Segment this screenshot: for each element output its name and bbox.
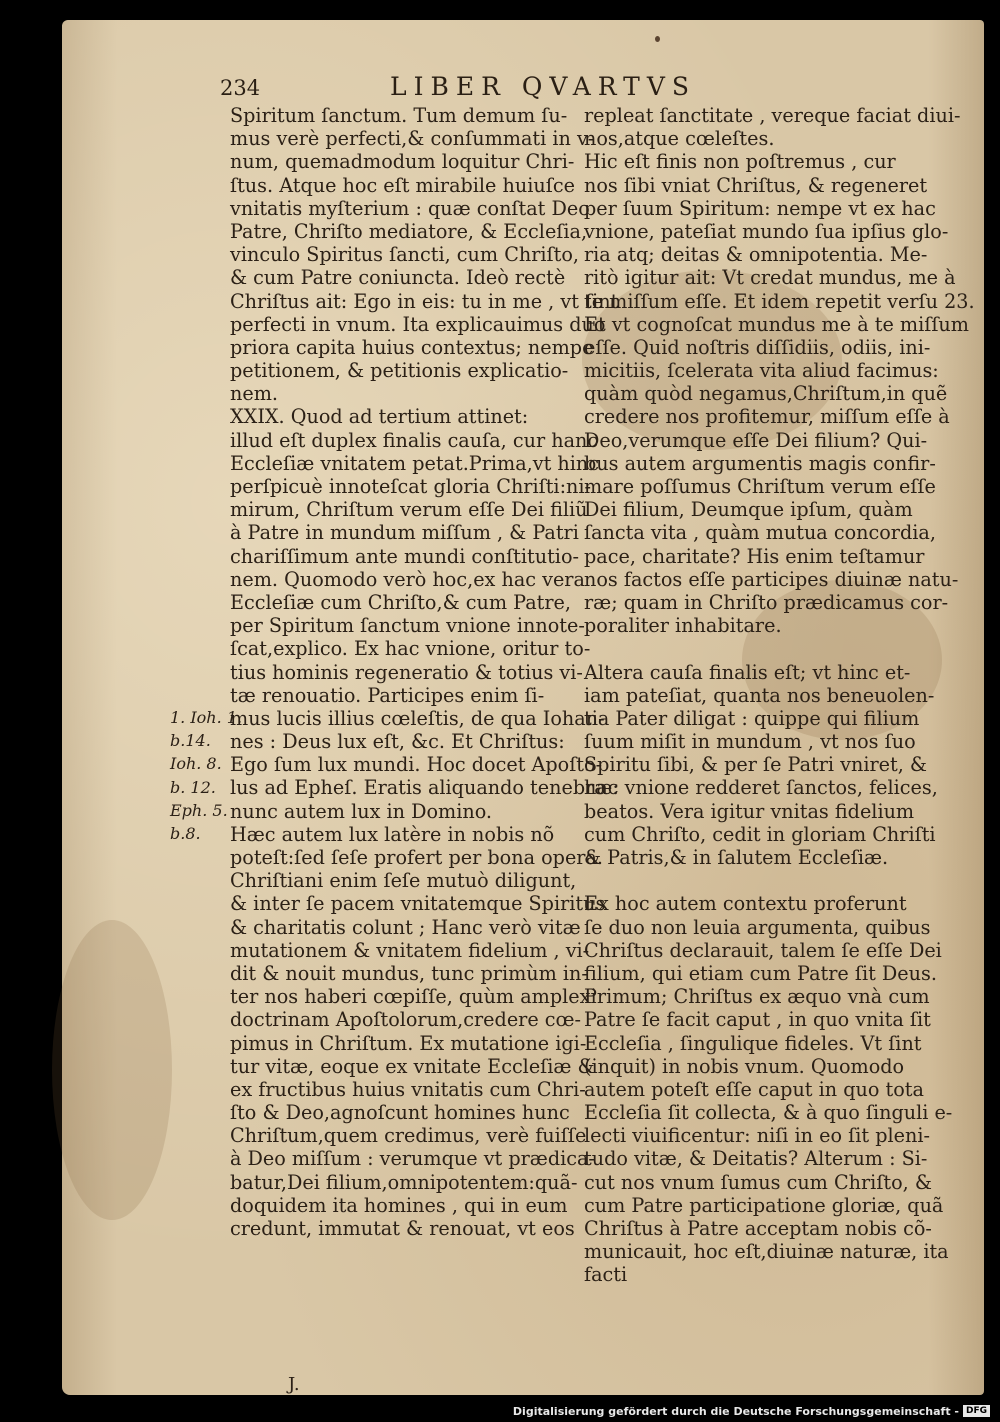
text-line: nunc autem lux in Domino.: [230, 799, 493, 823]
text-line: vinculo Spiritus ſancti, cum Chriſto,: [230, 243, 580, 267]
text-line: Spiritu ſibi, & per ſe Patri vniret, &: [584, 753, 927, 777]
text-line: Chriſtum,quem credimus, verè fuiſſe: [230, 1124, 587, 1148]
margin-notes: [170, 706, 243, 845]
text-line: per Spiritum ſanctum vnione innote-: [230, 614, 585, 638]
text-line: Hic eſt finis non poſtremus , cur: [584, 150, 896, 174]
text-line: mare poſſumus Chriſtum verum eſſe: [584, 475, 936, 498]
text-line: à Patre in mundum miſſum , & Patri: [230, 521, 579, 545]
text-line: hac vnione redderet ſanctos, felices,: [584, 776, 938, 800]
text-line: Eccleſiæ cum Chriſto,& cum Patre,: [230, 590, 571, 614]
text-line: nos factos eſſe participes diuinæ natu-: [584, 567, 959, 591]
text-line: à Deo miſſum : verumque vt prædica-: [230, 1147, 595, 1171]
left-text-column: [230, 104, 619, 1240]
text-line: Chriſtus ait: Ego in eis: tu in me , vt ſint: [230, 289, 619, 313]
text-line: municauit, hoc eſt,diuinæ naturæ, ita: [584, 1240, 949, 1264]
text-line: Primum; Chriſtus ex æquo vnà cum: [584, 985, 930, 1009]
right-text-column: [584, 104, 975, 1287]
text-line: credere nos profitemur, miſſum eſſe à: [584, 405, 950, 429]
margin-reference: Ioh. 8.: [170, 754, 222, 774]
text-line: petitionem, & petitionis explicatio-: [230, 359, 569, 383]
text-line: Patre, Chriſto mediatore, & Eccleſia,: [230, 219, 588, 243]
text-line: tius hominis regeneratio & totius vi-: [230, 660, 583, 684]
text-line: pace, charitate? His enim teſtamur: [584, 544, 925, 568]
dfg-logo: DFG: [963, 1405, 990, 1417]
text-line: beatos. Vera igitur vnitas fidelium: [584, 799, 915, 823]
text-line: cum Patre participatione gloriæ, quã: [584, 1193, 944, 1217]
margin-reference: b.14.: [170, 731, 211, 751]
text-line: ria atq; deitas & omnipotentia. Me-: [584, 243, 928, 267]
text-line: Patre ſe facit caput , in quo vnita ſit: [584, 1008, 931, 1032]
text-line: te miſſum eſſe. Et idem repetit verſu 23.: [584, 289, 975, 313]
text-line: Chriſtiani enim ſeſe mutuò diligunt,: [230, 869, 577, 893]
text-line: perfecti in vnum. Ita explicauimus duo: [230, 312, 606, 336]
text-line: ſuum miſit in mundum , vt nos ſuo: [584, 730, 916, 754]
text-line: Et vt cognoſcat mundus me à te miſſum: [584, 312, 969, 336]
text-line: mirum, Chriſtum verum eſſe Dei filiũ: [230, 498, 588, 522]
text-line: mutationem & vnitatem fidelium , vi-: [230, 938, 590, 962]
text-line: Ex hoc autem contextu proferunt: [584, 892, 907, 916]
text-line: tudo vitæ, & Deitatis? Alterum : Si-: [584, 1147, 928, 1171]
text-line: ſancta vita , quàm mutua concordia,: [584, 521, 936, 545]
text-line: cum Chriſto, cedit in gloriam Chriſti: [584, 822, 936, 846]
text-line: tæ renouatio. Participes enim ſi-: [230, 683, 545, 707]
text-line: filium, qui etiam cum Patre ſit Deus.: [584, 961, 937, 985]
text-line: chariſſimum ante mundi conſtitutio-: [230, 544, 579, 568]
text-line: batur,Dei filium,omnipotentem:quã-: [230, 1170, 578, 1194]
margin-reference: b. 12.: [170, 777, 216, 797]
text-line: cut nos vnum ſumus cum Chriſto, &: [584, 1170, 932, 1194]
text-line: nos,atque cœleſtes.: [584, 127, 775, 151]
text-line: tur vitæ, eoque ex vnitate Eccleſiæ &: [230, 1054, 595, 1078]
text-line: Eccleſiæ vnitatem petat.Prima,vt hinc: [230, 451, 600, 475]
text-line: Spiritum ſanctum. Tum demum ſu-: [230, 104, 568, 127]
text-line: mus verè perfecti,& conſummati in v-: [230, 127, 595, 151]
text-line: tia Pater diligat : quippe qui filium: [584, 706, 920, 730]
text-line: & inter ſe pacem vnitatemque Spiritus: [230, 892, 606, 916]
text-line: bus autem argumentis magis confir-: [584, 451, 936, 475]
text-line: perſpicuè innoteſcat gloria Chriſti:ni-: [230, 475, 592, 498]
text-line: Deo,verumque eſſe Dei filium? Qui-: [584, 428, 928, 452]
margin-reference: 1. Ioh. 1.: [170, 708, 243, 727]
text-line: facti: [584, 1263, 628, 1287]
text-line: (inquit) in nobis vnum. Quomodo: [584, 1054, 905, 1078]
text-line: autem poteſt eſſe caput in quo tota: [584, 1077, 924, 1101]
text-line: micitiis, ſcelerata vita aliud facimus:: [584, 359, 939, 383]
text-line: eſſe. Quid noſtris diſſidiis, odiis, ini-: [584, 335, 931, 359]
text-line: & charitatis colunt ; Hanc verò vitæ: [230, 915, 581, 939]
text-line: doctrinam Apoſtolorum,credere cœ-: [230, 1008, 581, 1032]
text-line: per ſuum Spiritum: nempe vt ex hac: [584, 196, 936, 220]
ink-dot: [655, 36, 660, 42]
text-line: lecti viuificentur: niſi in eo ſit pleni-: [584, 1124, 930, 1148]
text-line: ritò igitur ait: Vt credat mundus, me à: [584, 266, 956, 290]
text-line: poteſt:ſed ſeſe profert per bona opera.: [230, 846, 604, 869]
text-line: ſcat,explico. Ex hac vnione, oritur to-: [230, 637, 591, 661]
text-line: credunt, immutat & renouat, vt eos: [230, 1217, 575, 1240]
text-line: & cum Patre coniuncta. Ideò rectè: [230, 266, 566, 290]
text-line: Eccleſia , ſingulique fideles. Vt ſint: [584, 1031, 922, 1055]
text-line: ſto & Deo,agnoſcunt homines hunc: [230, 1101, 570, 1125]
text-line: mus lucis illius cœleſtis, de qua Iohan-: [230, 706, 605, 730]
text-line: nes : Deus lux eſt, &c. Et Chriſtus:: [230, 730, 565, 754]
text-line: nem. Quomodo verò hoc,ex hac vera: [230, 567, 585, 591]
text-line: pimus in Chriſtum. Ex mutatione igi-: [230, 1031, 587, 1055]
text-line: nem.: [230, 382, 279, 406]
text-line: ex fructibus huius vnitatis cum Chri-: [230, 1077, 586, 1101]
text-line: repleat ſanctitate , vereque faciat diui-: [584, 104, 961, 127]
text-line: quàm quòd negamus,Chriſtum,in quẽ: [584, 382, 948, 406]
text-line: priora capita huius contextus; nempe: [230, 335, 594, 359]
text-line: nos ſibi vniat Chriſtus, & regeneret: [584, 173, 928, 197]
text-line: Chriſtus declarauit, talem ſe eſſe Dei: [584, 938, 942, 962]
text-line: XXIX. Quod ad tertium attinet:: [230, 405, 529, 429]
text-line: Dei filium, Deumque ipſum, quàm: [584, 498, 913, 522]
running-title: LIBER QVARTVS: [390, 72, 697, 101]
text-line: Chriſtus à Patre acceptam nobis cõ-: [584, 1217, 932, 1240]
margin-reference: Eph. 5.: [170, 800, 228, 820]
footer-credit-text: Digitalisierung gefördert durch die Deutsche Forschungsgemeinschaft -: [512, 1404, 959, 1418]
text-line: dit & nouit mundus, tunc primùm in-: [230, 961, 588, 985]
text-line: poraliter inhabitare.: [584, 614, 782, 638]
text-line: vnitatis myſterium : quæ conſtat Deo: [230, 196, 590, 220]
text-line: ræ; quam in Chriſto prædicamus cor-: [584, 590, 949, 614]
bottom-mark: J.: [288, 1374, 300, 1395]
text-line: Altera cauſa finalis eſt; vt hinc et-: [584, 660, 911, 684]
text-line: [584, 869, 936, 892]
text-line: Eccleſia ſit collecta, & à quo ſinguli e-: [584, 1101, 953, 1125]
text-line: num, quemadmodum loquitur Chri-: [230, 150, 575, 174]
text-line: vnione, pateſiat mundo ſua ipſius glo-: [584, 219, 949, 243]
text-line: ſe duo non leuia argumenta, quibus: [584, 915, 931, 939]
page-header: [220, 72, 780, 106]
text-line: iam pateſiat, quanta nos beneuolen-: [584, 683, 935, 707]
digitization-footer: [513, 1402, 990, 1420]
text-line: ſtus. Atque hoc eſt mirabile huiuſce: [230, 173, 575, 197]
text-line: [584, 637, 936, 660]
paper-stain: [52, 920, 172, 1220]
text-line: doquidem ita homines , qui in eum: [230, 1193, 568, 1217]
text-line: illud eſt duplex finalis cauſa, cur hanc: [230, 428, 599, 452]
text-line: Ego ſum lux mundi. Hoc docet Apoſto-: [230, 753, 603, 777]
text-line: ter nos haberi cœpiſſe, quùm amplexi: [230, 985, 597, 1009]
text-line: Hæc autem lux latère in nobis nõ: [230, 822, 555, 846]
page-number: 234: [220, 76, 261, 100]
text-line: lus ad Epheſ. Eratis aliquando tenebræ:: [230, 776, 619, 800]
text-line: & Patris,& in ſalutem Eccleſiæ.: [584, 846, 889, 869]
margin-reference: b.8.: [170, 823, 201, 843]
